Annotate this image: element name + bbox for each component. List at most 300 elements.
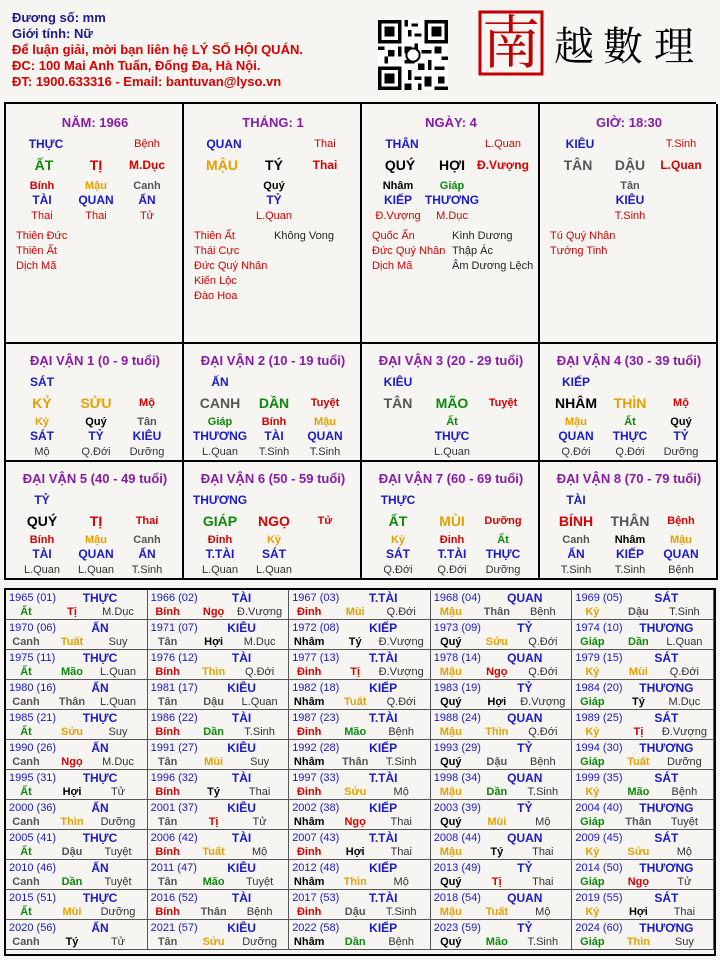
year-label: 1989 (25) (575, 712, 623, 724)
year-label: 2006 (42) (150, 832, 198, 844)
hidden-ten-god: THƯƠNG (424, 193, 480, 207)
inauspicious-star: Thập Ác (452, 245, 493, 257)
year-stem: Mậu (439, 726, 462, 738)
year-phase: Mộ (251, 846, 268, 858)
luck-hidden-god: QUAN (307, 429, 343, 443)
year-label: 2012 (48) (292, 862, 340, 874)
year-phase: Q.Đới (244, 666, 275, 678)
year-cell (572, 830, 714, 860)
luck-pillar-cell (362, 462, 540, 580)
year-phase: T.Sinh (669, 606, 700, 618)
luck-pillar-header: ĐẠI VẬN 2 (10 - 19 tuổi) (200, 353, 346, 368)
year-branch: Ngọ (627, 876, 650, 888)
luck-hidden-phase: L.Quan (433, 446, 471, 458)
luck-stem: BÍNH (558, 513, 594, 529)
year-cell (289, 920, 431, 950)
hidden-stem: Quý (263, 180, 285, 192)
year-ten-god: THƯƠNG (639, 801, 694, 815)
year-cell (289, 770, 431, 800)
luck-hidden-phase: Mộ (34, 446, 50, 458)
year-label: 1988 (24) (433, 712, 481, 724)
year-phase: Bệnh (388, 936, 415, 948)
year-phase: Dưỡng (667, 756, 702, 768)
year-label: 2016 (52) (150, 892, 198, 904)
year-cell (148, 680, 290, 710)
year-phase: Q.Đới (528, 666, 558, 678)
year-stem: Nhâm (293, 816, 325, 828)
pillar-phase: L.Quan (484, 138, 522, 150)
year-ten-god: ẤN (91, 681, 109, 695)
pillar-ten-god: THÂN (385, 137, 419, 151)
luck-ten-god: THỰC (380, 493, 416, 507)
year-label: 2024 (60) (575, 922, 623, 934)
year-ten-god: SÁT (654, 591, 679, 605)
address-line: ĐC: 100 Mai Anh Tuấn, Đống Đa, Hà Nội. (12, 58, 261, 73)
year-ten-god: TỶ (517, 861, 533, 875)
year-label: 2002 (38) (292, 802, 340, 814)
year-ten-god: SÁT (654, 891, 679, 905)
year-cell (431, 830, 573, 860)
luck-stem: ẤT (388, 513, 408, 529)
year-branch: Mùi (628, 666, 648, 678)
year-branch: Dậu (203, 696, 224, 708)
heavenly-stem: QUÝ (384, 157, 416, 173)
year-label: 1986 (22) (150, 712, 198, 724)
year-label: 1998 (34) (433, 772, 481, 784)
year-branch: Tị (208, 816, 219, 828)
year-label: 1965 (01) (9, 592, 57, 604)
year-branch: Ngọ (486, 666, 508, 678)
pillar-cell (184, 104, 362, 344)
luck-pillar-cell (184, 344, 362, 462)
year-label: 1969 (05) (575, 592, 623, 604)
year-stem: Mậu (439, 666, 462, 678)
luck-hidden-god: T.TÀI (205, 547, 235, 561)
year-phase: Bệnh (529, 756, 556, 768)
auspicious-star: Thiên Đức (16, 230, 68, 242)
auspicious-star: Thiên Ất (194, 230, 235, 242)
year-label: 1980 (16) (9, 682, 57, 694)
year-cell (148, 620, 290, 650)
year-ten-god: TỶ (517, 801, 533, 815)
year-ten-god: T.TÀI (368, 831, 398, 845)
year-ten-god: THỰC (82, 831, 118, 845)
year-branch: Thìn (485, 726, 509, 738)
pillar-cell (6, 104, 184, 344)
subject-code: Đương số: mm (12, 10, 106, 25)
auspicious-star: Dịch Mã (16, 260, 57, 272)
luck-hidden-phase: T.Sinh (131, 564, 163, 576)
year-stem: Canh (12, 756, 40, 768)
year-phase: Tử (110, 786, 126, 798)
year-ten-god: QUAN (507, 711, 543, 725)
auspicious-star: Quốc Ấn (372, 230, 415, 242)
year-phase: Tuyệt (104, 876, 132, 888)
luck-hidden-god: THỰC (485, 547, 521, 561)
year-label: 1970 (06) (9, 622, 57, 634)
year-ten-god: TÀI (231, 831, 252, 845)
year-stem: Quý (440, 936, 462, 948)
year-phase: T.Sinh (385, 906, 417, 918)
heavenly-stem: ẤT (34, 157, 54, 173)
year-phase: Mộ (393, 876, 409, 888)
year-phase: Q.Đới (386, 606, 416, 618)
year-stem: Tân (157, 816, 178, 828)
year-ten-god: T.TÀI (368, 591, 398, 605)
year-branch: Dậu (61, 846, 83, 858)
year-ten-god: THƯƠNG (639, 681, 694, 695)
year-label: 2009 (45) (575, 832, 623, 844)
luck-phase: Tuyệt (488, 397, 518, 409)
luck-hidden-god: SÁT (30, 429, 54, 443)
year-label: 1990 (26) (9, 742, 57, 754)
luck-stem: QUÝ (26, 513, 58, 529)
auspicious-star: Đào Hoa (194, 290, 238, 302)
year-phase: Đ.Vượng (378, 666, 424, 678)
hidden-ten-god: ẤN (138, 193, 156, 207)
year-stem: Kỷ (585, 726, 600, 738)
hidden-stem: Giáp (439, 180, 465, 192)
year-phase: T.Sinh (385, 756, 417, 768)
heavenly-stem: MẬU (206, 157, 238, 173)
year-stem: Quý (440, 876, 462, 888)
year-cell (572, 590, 714, 620)
year-cell (572, 620, 714, 650)
year-branch: Thìn (60, 816, 84, 828)
year-cell (431, 710, 573, 740)
year-branch: Dậu (486, 756, 508, 768)
year-label: 1985 (21) (9, 712, 57, 724)
luck-hidden-phase: L.Quan (201, 446, 239, 458)
luck-hidden-phase: Q.Đới (81, 446, 111, 458)
luck-hidden-phase: L.Quan (77, 564, 115, 576)
year-branch: Tuất (627, 756, 650, 768)
year-stem: Đinh (296, 906, 322, 918)
year-cell (431, 800, 573, 830)
earthly-branch: DẬU (614, 157, 646, 173)
year-cell (431, 680, 573, 710)
year-label: 1966 (02) (150, 592, 198, 604)
year-phase: Bệnh (529, 606, 556, 618)
year-phase: Dưỡng (100, 816, 136, 828)
year-cell (572, 860, 714, 890)
svg-text:越: 越 (554, 24, 594, 70)
year-ten-god: TỶ (517, 621, 533, 635)
year-phase: Thai (390, 816, 412, 828)
year-ten-god: KIẾP (369, 681, 398, 695)
year-cell (148, 860, 290, 890)
year-stem: Tân (157, 756, 178, 768)
year-cell (6, 680, 148, 710)
year-stem: Đinh (296, 846, 322, 858)
luck-pillar-cell (362, 344, 540, 462)
year-branch: Thân (625, 816, 652, 828)
year-label: 2005 (41) (9, 832, 57, 844)
luck-branch: TỊ (89, 513, 103, 529)
hidden-stem: Mậu (85, 180, 107, 192)
year-ten-god: THỰC (82, 651, 118, 665)
year-branch: Tý (631, 696, 645, 708)
year-branch: Thìn (201, 666, 226, 678)
year-branch: Mão (344, 726, 367, 738)
hidden-phase: Thai (85, 210, 107, 222)
year-stem: Nhâm (293, 696, 325, 708)
year-stem: Giáp (580, 696, 605, 708)
luck-hidden-stem: Canh (133, 534, 161, 546)
year-stem: Nhâm (293, 936, 325, 948)
year-ten-god: TÀI (231, 651, 252, 665)
pillar-cell (540, 104, 718, 344)
luck-ten-god: TỶ (34, 493, 50, 507)
year-stem: Mậu (439, 606, 462, 618)
year-cell (572, 770, 714, 800)
auspicious-star: Đức Quý Nhân (194, 260, 268, 272)
luck-ten-god: KIẾP (561, 375, 591, 389)
pillar-header: GIỜ: 18:30 (595, 115, 663, 130)
pillar-header: NGÀY: 4 (425, 115, 477, 130)
year-stem: Đinh (296, 786, 322, 798)
year-cell (6, 800, 148, 830)
luck-hidden-god: TÀI (264, 429, 284, 443)
year-phase: L.Quan (99, 666, 137, 678)
year-phase: T.Sinh (527, 786, 559, 798)
auspicious-star: Thái Cực (194, 245, 240, 257)
year-stem: Nhâm (293, 756, 325, 768)
year-label: 2014 (50) (575, 862, 623, 874)
year-ten-god: THƯƠNG (639, 861, 694, 875)
luck-phase: Dưỡng (484, 515, 522, 527)
year-phase: Tuyệt (246, 876, 274, 888)
year-ten-god: ẤN (91, 861, 109, 875)
luck-phase: Mộ (673, 397, 689, 409)
year-phase: Suy (108, 636, 128, 648)
year-ten-god: SÁT (654, 771, 679, 785)
year-phase: T.Sinh (244, 726, 275, 738)
year-cell (148, 890, 290, 920)
year-ten-god: TỶ (517, 681, 533, 695)
luck-hidden-god: THƯƠNG (192, 429, 248, 443)
year-label: 2001 (37) (150, 802, 198, 814)
year-stem: Tân (157, 936, 178, 948)
year-cell (6, 710, 148, 740)
year-ten-god: THỰC (82, 591, 118, 605)
luck-phase: Mộ (139, 397, 155, 409)
year-stem: Kỷ (585, 786, 600, 798)
year-branch: Mão (202, 876, 225, 888)
luck-hidden-stem: Ất (624, 416, 636, 428)
year-ten-god: TỶ (517, 921, 533, 935)
year-label: 1983 (19) (433, 682, 481, 694)
year-label: 2007 (43) (292, 832, 340, 844)
luck-hidden-stem: Mậu (314, 416, 336, 428)
year-label: 1996 (32) (150, 772, 198, 784)
year-cell (148, 650, 290, 680)
year-ten-god: TÀI (231, 591, 252, 605)
year-label: 2020 (56) (9, 922, 57, 934)
luck-hidden-stem: Kỷ (266, 534, 282, 546)
auspicious-star: Tú Quý Nhân (550, 230, 616, 242)
year-phase: Tử (677, 876, 692, 888)
luck-hidden-god: TỶ (88, 429, 104, 443)
year-cell (6, 830, 148, 860)
year-ten-god: TÀI (231, 771, 252, 785)
luck-hidden-phase: Q.Đới (383, 564, 413, 576)
year-phase: Mộ (535, 816, 551, 828)
luck-hidden-phase: T.Sinh (258, 446, 290, 458)
inauspicious-star: Kình Dương (452, 230, 513, 242)
branch-phase: M.Dục (129, 158, 165, 172)
year-stem: Ất (20, 786, 32, 798)
year-cell (431, 920, 573, 950)
hidden-phase: T.Sinh (614, 210, 646, 222)
year-label: 2022 (58) (292, 922, 340, 934)
luck-hidden-stem: Canh (562, 534, 590, 546)
year-label: 1999 (35) (575, 772, 623, 784)
year-cell (6, 740, 148, 770)
chart-grid (4, 102, 716, 580)
year-ten-god: THỰC (82, 771, 118, 785)
year-ten-god: ẤN (91, 921, 109, 935)
year-ten-god: KIÊU (227, 861, 256, 875)
year-phase: Thai (532, 846, 554, 858)
year-cell (572, 650, 714, 680)
luck-ten-god: KIÊU (383, 375, 413, 389)
year-branch: Tuất (343, 696, 367, 708)
branch-phase: Thai (312, 158, 338, 172)
auspicious-star: Tướng Tinh (550, 245, 608, 257)
hidden-ten-god: TÀI (32, 193, 52, 207)
year-phase: Mộ (535, 906, 551, 918)
year-phase: T.Sinh (527, 936, 559, 948)
luck-hidden-god: SÁT (386, 547, 410, 561)
auspicious-star: Đức Quý Nhân (372, 245, 446, 257)
year-branch: Tị (350, 666, 361, 678)
luck-stem: GIÁP (202, 513, 238, 529)
earthly-branch: TÝ (265, 157, 283, 173)
year-branch: Tý (490, 846, 504, 858)
hidden-stem: Bính (29, 180, 55, 192)
year-branch: Dần (628, 636, 649, 648)
luck-pillar-cell (184, 462, 362, 580)
luck-hidden-god: THỰC (612, 429, 648, 443)
year-stem: Nhâm (293, 636, 325, 648)
luck-phase: Tuyệt (310, 397, 340, 409)
year-phase: Thai (390, 846, 412, 858)
year-label: 1992 (28) (292, 742, 340, 754)
year-cell (289, 800, 431, 830)
year-phase: Suy (674, 936, 694, 948)
luck-pillar-header: ĐẠI VẬN 5 (40 - 49 tuổi) (22, 471, 168, 486)
year-label: 2000 (36) (9, 802, 57, 814)
luck-branch: NGỌ (258, 513, 290, 529)
luck-hidden-stem: Tân (137, 416, 157, 428)
year-label: 1974 (10) (575, 622, 623, 634)
year-cell (148, 590, 290, 620)
year-branch: Mùi (204, 756, 224, 768)
year-phase: Tử (252, 816, 267, 828)
hidden-stem: Nhâm (382, 180, 414, 192)
year-ten-god: T.TÀI (368, 651, 398, 665)
year-branch: Tị (491, 876, 502, 888)
year-cell (6, 650, 148, 680)
year-label: 1993 (29) (433, 742, 481, 754)
year-label: 2004 (40) (575, 802, 623, 814)
year-stem: Ất (20, 846, 32, 858)
year-cell (431, 620, 573, 650)
branch-phase: Đ.Vượng (477, 158, 529, 172)
year-ten-god: KIẾP (369, 861, 398, 875)
year-cell (6, 860, 148, 890)
luck-hidden-stem: Mậu (85, 534, 107, 546)
luck-branch: SỬU (80, 395, 112, 411)
luck-hidden-stem: Giáp (207, 416, 233, 428)
year-stem: Bính (155, 606, 180, 618)
year-phase: Thai (532, 876, 554, 888)
luck-hidden-stem: Bính (29, 534, 55, 546)
year-label: 2010 (46) (9, 862, 57, 874)
year-cell (148, 770, 290, 800)
year-stem: Bính (155, 726, 180, 738)
luck-hidden-stem: Đinh (439, 534, 465, 546)
year-ten-god: KIẾP (369, 621, 398, 635)
luck-hidden-phase: Bệnh (668, 564, 694, 576)
year-phase: Đ.Vượng (520, 696, 566, 708)
luck-pillar-header: ĐẠI VẬN 4 (30 - 39 tuổi) (556, 353, 702, 368)
year-stem: Canh (12, 876, 40, 888)
year-label: 1978 (14) (433, 652, 481, 664)
year-branch: Thân (200, 906, 227, 918)
earthly-branch: TỊ (89, 157, 103, 173)
pillar-header: THÁNG: 1 (242, 115, 304, 130)
year-cell (572, 920, 714, 950)
auspicious-star: Thiên Ất (16, 245, 57, 257)
luck-ten-god: TÀI (566, 493, 586, 507)
year-phase: Đ.Vượng (661, 726, 707, 738)
hidden-phase: Thai (31, 210, 53, 222)
year-phase: Tử (110, 936, 126, 948)
year-stem: Canh (12, 696, 40, 708)
year-branch: Hợi (204, 636, 224, 648)
year-ten-god: KIÊU (227, 921, 256, 935)
luck-hidden-god: QUAN (663, 547, 699, 561)
year-cell (431, 770, 573, 800)
year-branch: Ngọ (202, 606, 225, 618)
year-cell (6, 890, 148, 920)
qr-code-icon (378, 20, 448, 90)
year-branch: Ngọ (344, 816, 366, 828)
year-label: 1971 (07) (150, 622, 198, 634)
luck-hidden-stem: Đinh (207, 534, 233, 546)
luck-hidden-god: KIẾP (615, 547, 645, 561)
year-phase: Tuyệt (670, 816, 698, 828)
year-label: 2023 (59) (433, 922, 481, 934)
year-ten-god: KIẾP (369, 741, 398, 755)
pillar-ten-god: THỰC (28, 137, 64, 151)
year-cell (148, 830, 290, 860)
header-info (12, 10, 303, 90)
hidden-phase: L.Quan (255, 210, 293, 222)
year-label: 1973 (09) (433, 622, 481, 634)
year-branch: Mùi (345, 606, 365, 618)
year-label: 1982 (18) (292, 682, 340, 694)
year-ten-god: TỶ (517, 741, 533, 755)
year-phase: M.Dục (102, 756, 134, 768)
luck-pillar-header: ĐẠI VẬN 7 (60 - 69 tuổi) (378, 471, 524, 486)
year-stem: Tân (157, 696, 178, 708)
inauspicious-star: Không Vong (274, 230, 334, 242)
year-label: 2019 (55) (575, 892, 623, 904)
year-phase: Dưỡng (242, 936, 277, 948)
